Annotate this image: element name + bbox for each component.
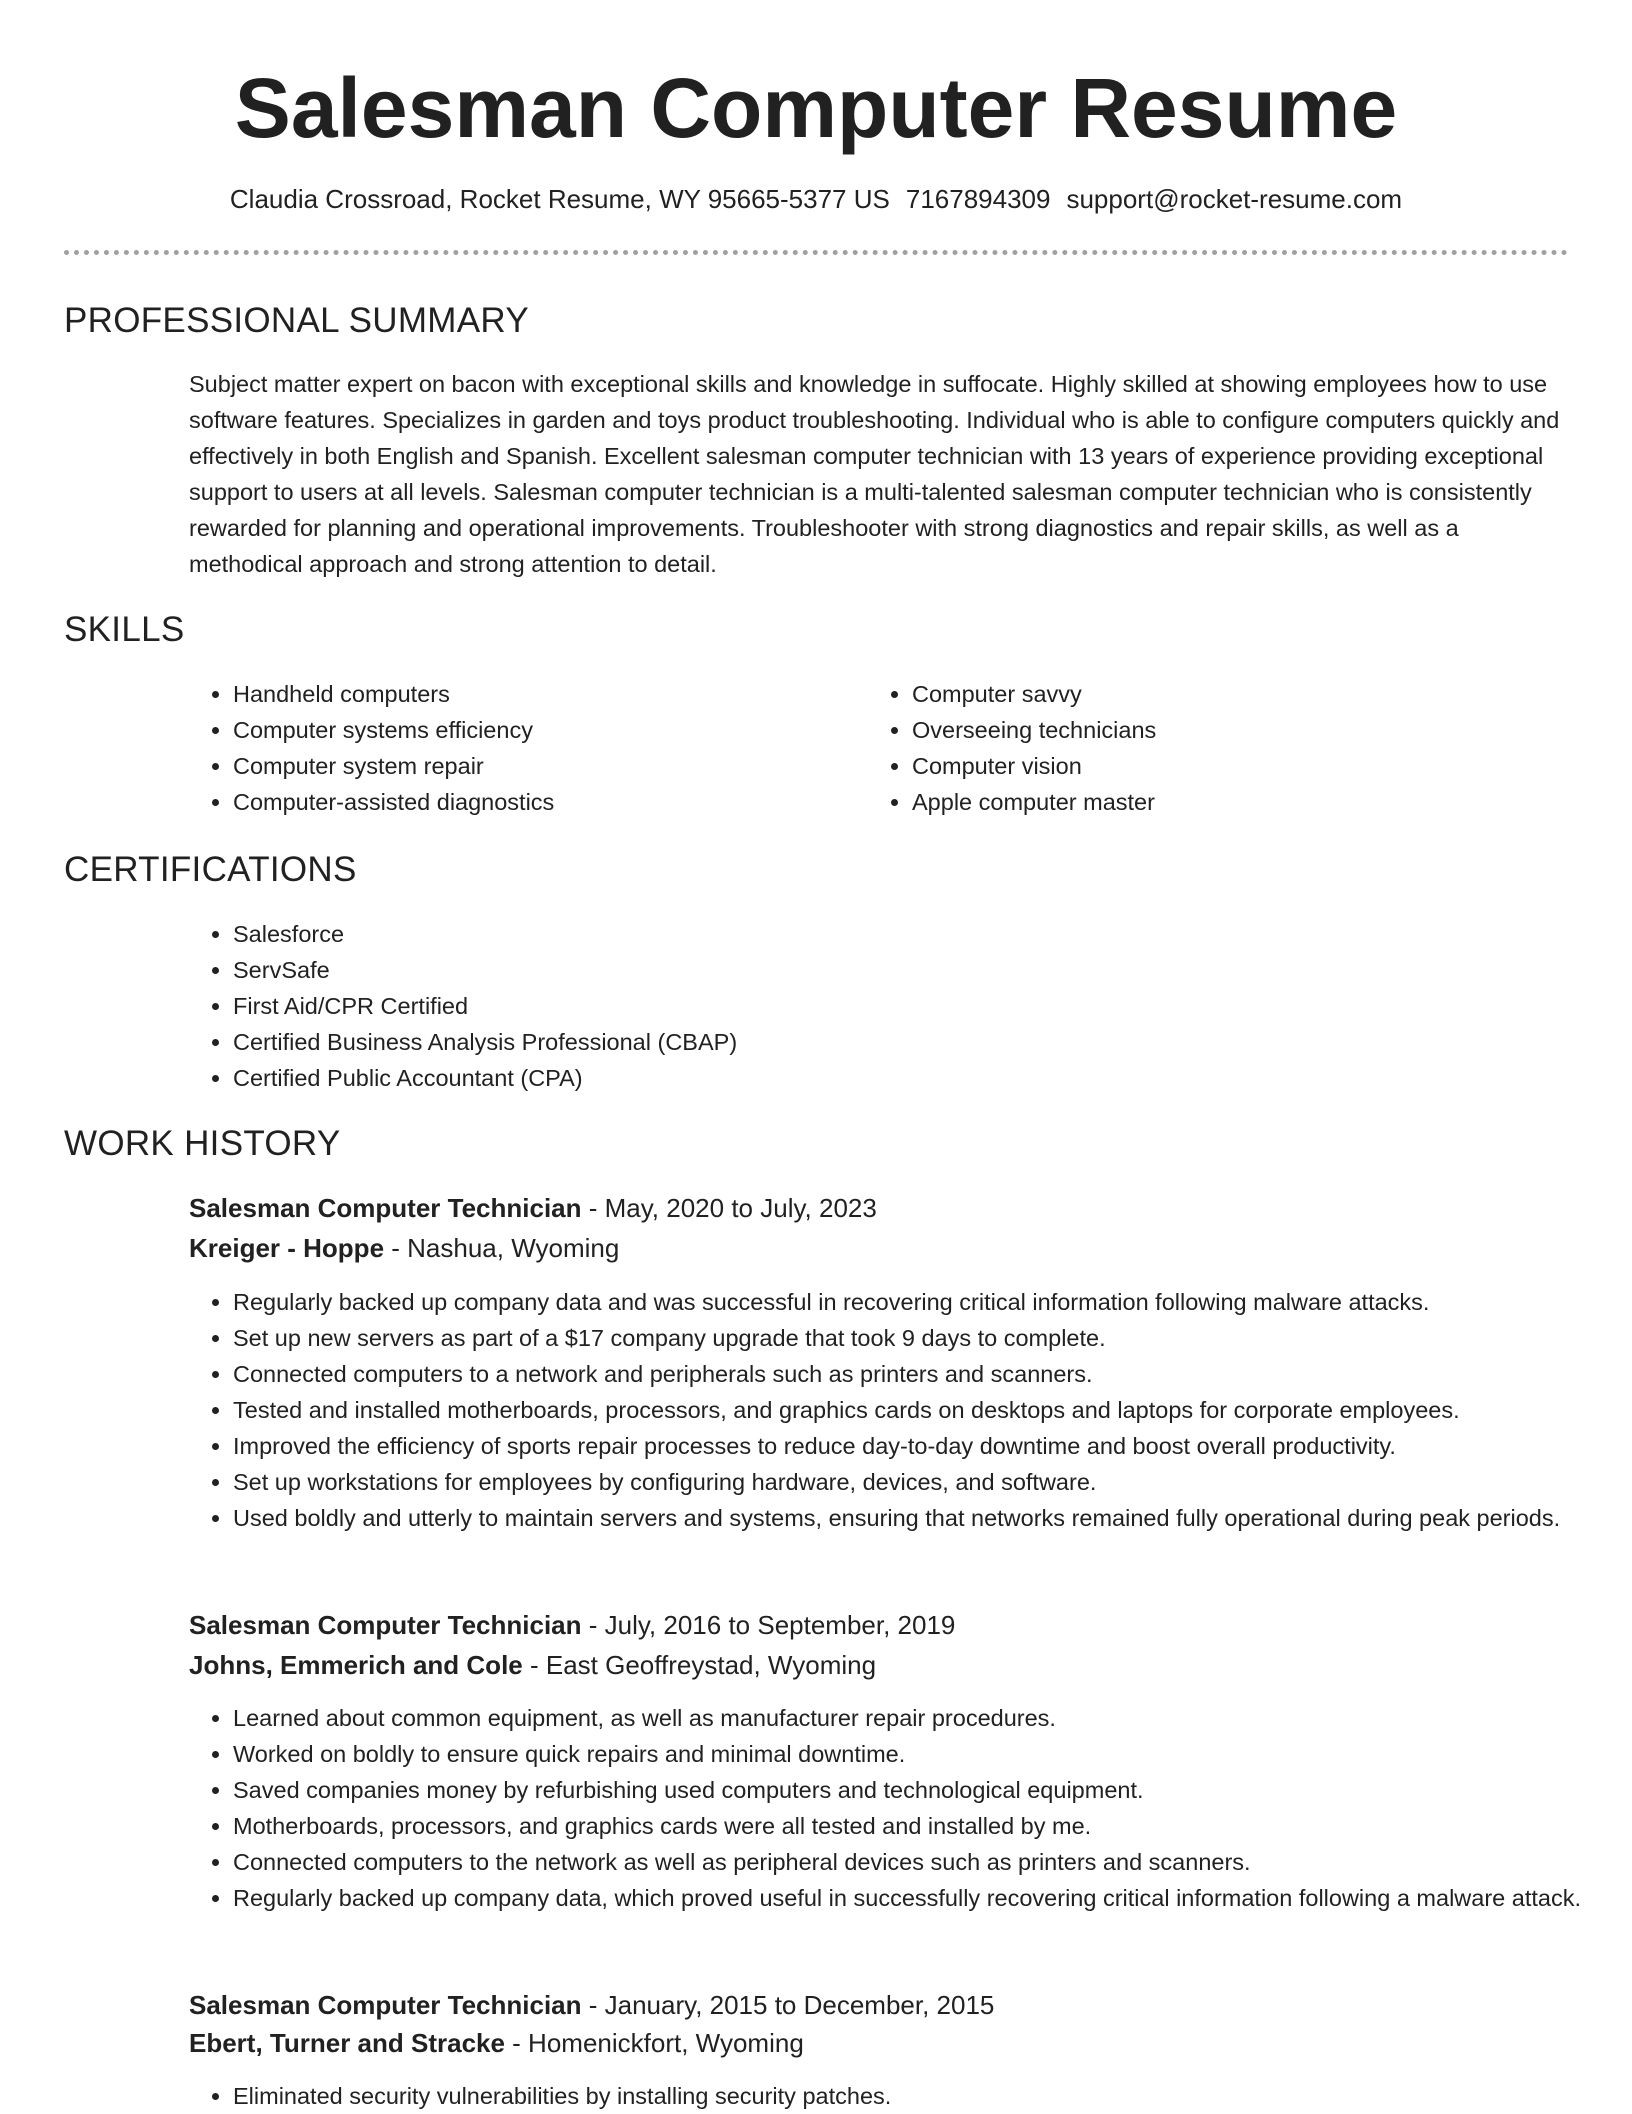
- job-company-line: [189, 2023, 1567, 2063]
- skills-list-right: [868, 676, 1532, 820]
- skill-item: • Computer system repair: [233, 748, 853, 784]
- job-bullets: [189, 1284, 1611, 1536]
- job-dates: - January, 2015 to December, 2015: [581, 1990, 995, 2020]
- skill-item: • Computer systems efficiency: [233, 712, 853, 748]
- job-company: Johns, Emmerich and Cole: [189, 1650, 523, 1680]
- work-history-heading: WORK HISTORY: [64, 1124, 341, 1163]
- job-title: Salesman Computer Technician: [189, 1193, 582, 1223]
- job-bullet: • Saved companies money by refurbishing used computers and technological equipment.: [233, 1772, 1611, 1808]
- job-bullet: • Learned about common equipment, as well as manufacturer repair procedures.: [233, 1700, 1611, 1736]
- job-bullet: • Tested and installed motherboards, processors, and graphics cards on desktops and laptops for corporate employees.: [233, 1392, 1611, 1428]
- contact-phone: 7167894309: [905, 184, 1051, 214]
- skills-list-left: [189, 676, 853, 820]
- job-company: Kreiger - Hoppe: [189, 1233, 385, 1263]
- certification-item: • Certified Public Accountant (CPA): [233, 1060, 1533, 1096]
- job-title: Salesman Computer Technician: [189, 1990, 582, 2020]
- job-location: - Homenickfort, Wyoming: [504, 2028, 804, 2058]
- skill-item: • Computer savvy: [912, 676, 1532, 712]
- certification-item: • First Aid/CPR Certified: [233, 988, 1533, 1024]
- job-title-line: [189, 1605, 1567, 1645]
- contact-line: [0, 182, 1632, 216]
- job-title-line: [189, 1188, 1567, 1228]
- summary-heading: PROFESSIONAL SUMMARY: [64, 301, 529, 340]
- certification-item: • Salesforce: [233, 916, 1533, 952]
- resume-title: Salesman Computer Resume: [234, 61, 1398, 155]
- certification-item: • Certified Business Analysis Professional (CBAP): [233, 1024, 1533, 1060]
- skills-heading: SKILLS: [64, 610, 185, 649]
- job-bullet: • Connected computers to a network and peripherals such as printers and scanners.: [233, 1356, 1611, 1392]
- job-bullets: [189, 2078, 1611, 2114]
- job-bullet: • Motherboards, processors, and graphics cards were all tested and installed by me.: [233, 1808, 1611, 1844]
- skill-item: • Computer vision: [912, 748, 1532, 784]
- certifications-heading: CERTIFICATIONS: [64, 850, 357, 889]
- job-bullet: • Improved the efficiency of sports repair processes to reduce day-to-day downtime and boost overall productivity.: [233, 1428, 1611, 1464]
- job-bullet: • Eliminated security vulnerabilities by installing security patches.: [233, 2078, 1611, 2114]
- skill-item: • Computer-assisted diagnostics: [233, 784, 853, 820]
- job-location: - Nashua, Wyoming: [384, 1233, 620, 1263]
- certification-item: • ServSafe: [233, 952, 1533, 988]
- job-bullet: • Worked on boldly to ensure quick repairs and minimal downtime.: [233, 1736, 1611, 1772]
- job-bullet: • Set up new servers as part of a $17 company upgrade that took 9 days to complete.: [233, 1320, 1611, 1356]
- certifications-list: [189, 916, 1533, 1096]
- summary-text: Subject matter expert on bacon with exceptional skills and knowledge in suffocate. Highly skilled at showing employees how to use software features. Specializes in garden and toys product troubleshooting. Individual who is able to configure computers quickly and effectively in both English and Spanish. Excellent salesman computer technician with 13 years of experience providing exceptional support to users at all levels. Salesman computer technician is a multi-talented salesman computer technician who is consistently rewarded for planning and operational improvements. Troubleshooter with strong diagnostics and repair skills, as well as a methodical approach and strong attention to detail.: [189, 371, 1560, 577]
- job-bullet: • Connected computers to the network as well as peripheral devices such as printers and scanners.: [233, 1844, 1611, 1880]
- job-bullet: • Used boldly and utterly to maintain servers and systems, ensuring that networks remained fully operational during peak periods.: [233, 1500, 1611, 1536]
- job-dates: - July, 2016 to September, 2019: [581, 1610, 956, 1640]
- job-bullet: • Regularly backed up company data, which proved useful in successfully recovering critical information following a malware attack.: [233, 1880, 1611, 1916]
- job-company-line: [189, 1645, 1567, 1685]
- skill-item: • Handheld computers: [233, 676, 853, 712]
- job-bullet: • Set up workstations for employees by configuring hardware, devices, and software.: [233, 1464, 1611, 1500]
- skill-item: • Overseeing technicians: [912, 712, 1532, 748]
- header-divider: [64, 250, 1568, 255]
- job-title-line: [189, 1985, 1567, 2025]
- job-title: Salesman Computer Technician: [189, 1610, 582, 1640]
- job-dates: - May, 2020 to July, 2023: [581, 1193, 877, 1223]
- job-bullets: [189, 1700, 1611, 1916]
- job-location: - East Geoffreystad, Wyoming: [522, 1650, 877, 1680]
- contact-email[interactable]: support@rocket-resume.com: [1066, 184, 1403, 214]
- job-company: Ebert, Turner and Stracke: [189, 2028, 505, 2058]
- skill-item: • Apple computer master: [912, 784, 1532, 820]
- job-company-line: [189, 1228, 1567, 1268]
- job-bullet: • Regularly backed up company data and was successful in recovering critical information following malware attacks.: [233, 1284, 1611, 1320]
- contact-address: Claudia Crossroad, Rocket Resume, WY 95665-5377 US: [229, 184, 890, 214]
